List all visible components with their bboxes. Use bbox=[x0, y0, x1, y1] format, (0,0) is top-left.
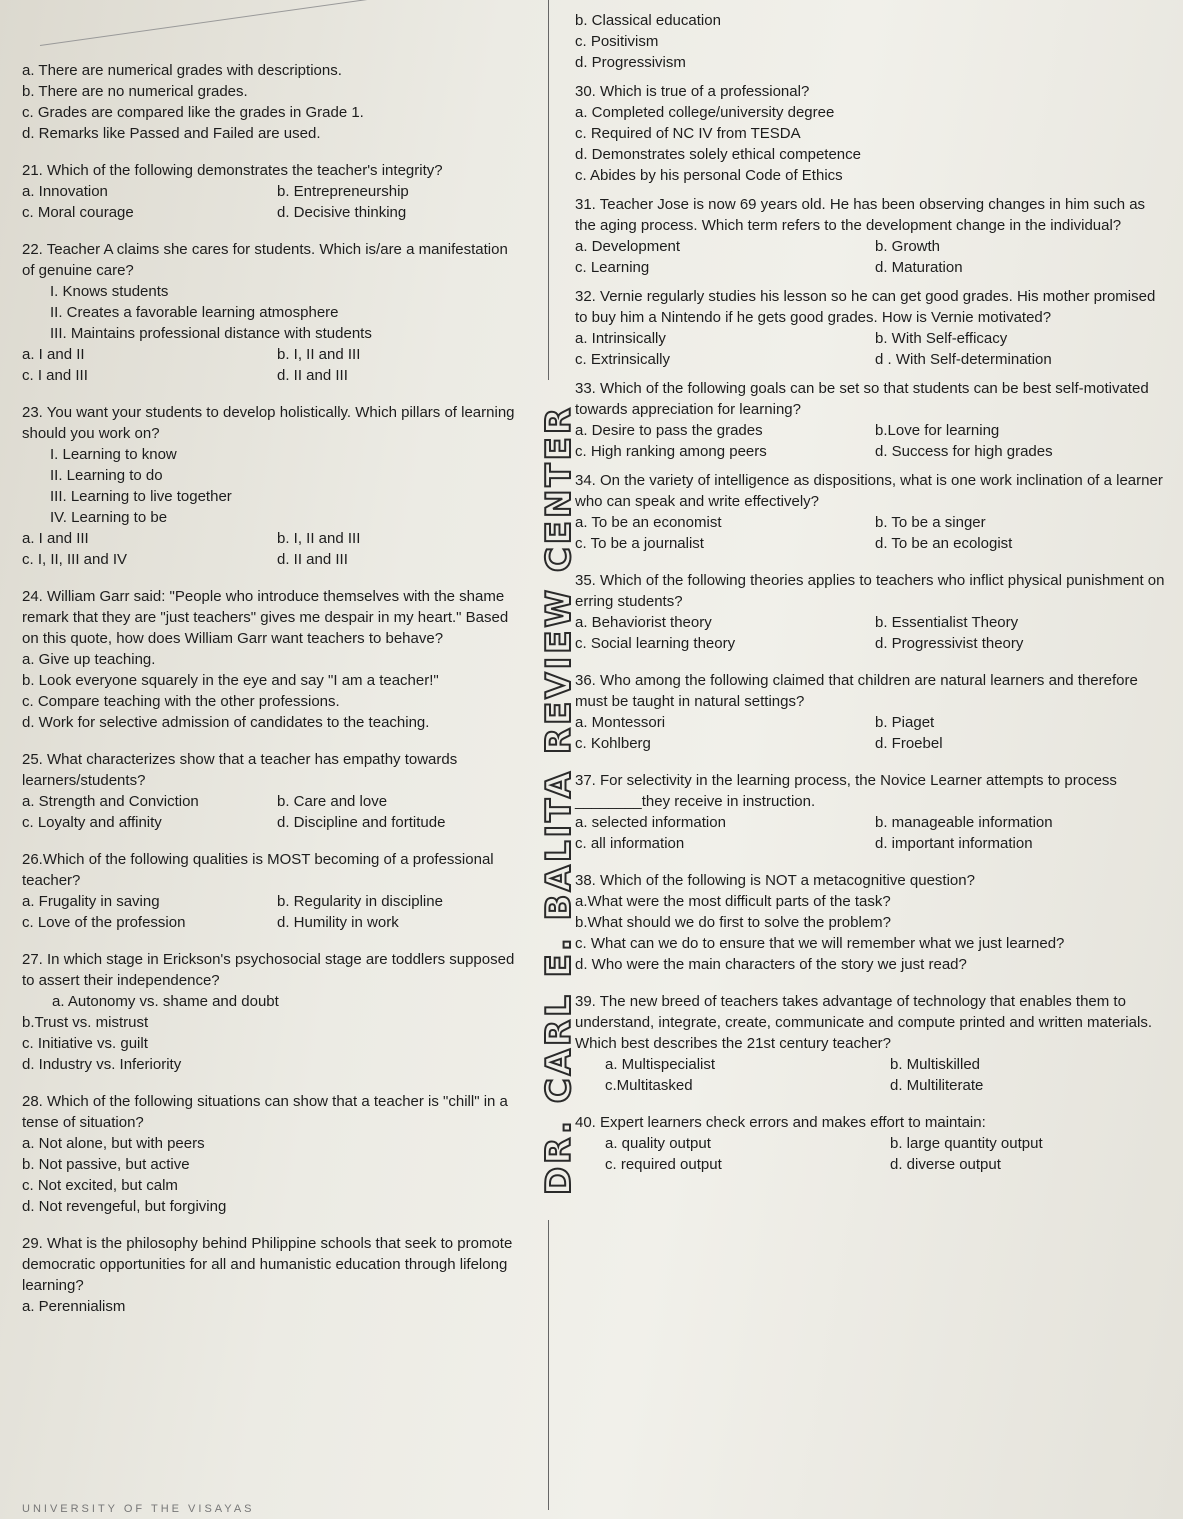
option-a: a. Development bbox=[575, 238, 681, 255]
question-22 bbox=[22, 239, 522, 386]
question-30 bbox=[575, 81, 1165, 186]
option-c: c. Compare teaching with the other professions. bbox=[22, 693, 340, 710]
question-40 bbox=[575, 1112, 1165, 1175]
question-stem: 39. The new breed of teachers takes advantage of technology that enables them to understand, integrate, create, communicate and compute printed and written materials. Which best describes the 21st century teacher? bbox=[575, 993, 1152, 1052]
option-b: b. Essentialist Theory bbox=[875, 614, 1019, 631]
option-c: c. all information bbox=[575, 835, 685, 852]
question-31 bbox=[575, 194, 1165, 278]
question-21 bbox=[22, 160, 522, 223]
question-stem: 25. What characterizes show that a teacher has empathy towards learners/students? bbox=[22, 751, 458, 789]
option-d: d. diverse output bbox=[890, 1156, 1001, 1173]
option-a: a. selected information bbox=[575, 814, 726, 831]
option-a: a. To be an economist bbox=[575, 514, 722, 531]
option-b: b. Care and love bbox=[277, 793, 388, 810]
option-b: b. Look everyone squarely in the eye and say "I am a teacher!" bbox=[22, 672, 439, 689]
question-stem: 31. Teacher Jose is now 69 years old. He has been observing changes in him such as the aging process. Which term refers to the development change in the individual? bbox=[575, 196, 1146, 234]
option-a: a. There are numerical grades with descriptions. bbox=[22, 62, 342, 79]
question-35 bbox=[575, 570, 1165, 654]
option-c: c. Learning bbox=[575, 259, 650, 276]
watermark-text: DR. CARL E. BALITA REVIEW CENTER bbox=[539, 404, 580, 1196]
option-b: b. Multiskilled bbox=[890, 1056, 981, 1073]
option-b: b. To be a singer bbox=[875, 514, 986, 531]
option-a: a. Autonomy vs. shame and doubt bbox=[52, 993, 279, 1010]
question-27 bbox=[22, 949, 522, 1075]
option-b: b. Classical education bbox=[575, 12, 721, 29]
option-c: c. Abides by his personal Code of Ethics bbox=[575, 167, 843, 184]
option-c: c. To be a journalist bbox=[575, 535, 704, 552]
question-28 bbox=[22, 1091, 522, 1217]
option-c: c. Not excited, but calm bbox=[22, 1177, 178, 1194]
option-c: c. Kohlberg bbox=[575, 735, 651, 752]
option-c: c. Extrinsically bbox=[575, 351, 671, 368]
question-stem: 35. Which of the following theories applies to teachers who inflict physical punishment on erring students? bbox=[575, 572, 1165, 610]
option-b: b. I, II and III bbox=[277, 530, 361, 547]
option-b: b. Entrepreneurship bbox=[277, 183, 409, 200]
question-34 bbox=[575, 470, 1165, 554]
column-divider bbox=[548, 1220, 549, 1510]
question-stem: 29. What is the philosophy behind Philippine schools that seek to promote democratic opportunities for all and humanistic education through lifelong learning? bbox=[22, 1235, 513, 1294]
option-c: c. Initiative vs. guilt bbox=[22, 1035, 148, 1052]
option-d: d . With Self-determination bbox=[875, 351, 1052, 368]
option-d: d. Froebel bbox=[875, 735, 943, 752]
option-a: a. Give up teaching. bbox=[22, 651, 156, 668]
option-c: c. required output bbox=[605, 1156, 722, 1173]
option-b: b.Trust vs. mistrust bbox=[22, 1014, 149, 1031]
option-d: d. Who were the main characters of the story we just read? bbox=[575, 956, 967, 973]
question-36 bbox=[575, 670, 1165, 754]
option-d: d. Humility in work bbox=[277, 914, 399, 931]
roman-item: I. Knows students bbox=[50, 283, 169, 300]
question-stem: 40. Expert learners check errors and makes effort to maintain: bbox=[575, 1114, 986, 1131]
option-d: d. Progressivism bbox=[575, 54, 686, 71]
right-column bbox=[575, 10, 1165, 1175]
left-column bbox=[22, 60, 522, 1317]
roman-item: II. Creates a favorable learning atmosphere bbox=[50, 304, 339, 321]
option-b: b. Growth bbox=[875, 238, 941, 255]
question-stem: 28. Which of the following situations can show that a teacher is "chill" in a tense of situation? bbox=[22, 1093, 508, 1131]
option-b: b. Regularity in discipline bbox=[277, 893, 443, 910]
option-d: d. Success for high grades bbox=[875, 443, 1053, 460]
option-d: d. II and III bbox=[277, 367, 348, 384]
option-c: c. Love of the profession bbox=[22, 914, 186, 931]
option-a: a. Innovation bbox=[22, 183, 108, 200]
option-c: c. Positivism bbox=[575, 33, 659, 50]
question-25 bbox=[22, 749, 522, 833]
option-a: a. Desire to pass the grades bbox=[575, 422, 763, 439]
option-c: c. What can we do to ensure that we will remember what we just learned? bbox=[575, 935, 1065, 952]
option-c: c. High ranking among peers bbox=[575, 443, 767, 460]
question-stem: 27. In which stage in Erickson's psychosocial stage are toddlers supposed to assert their independence? bbox=[22, 951, 515, 989]
option-a: a. Perennialism bbox=[22, 1298, 126, 1315]
question-33 bbox=[575, 378, 1165, 462]
option-a: a. Not alone, but with peers bbox=[22, 1135, 205, 1152]
option-a: a. Intrinsically bbox=[575, 330, 666, 347]
option-d: d. Remarks like Passed and Failed are used. bbox=[22, 125, 321, 142]
option-a: a. I and III bbox=[22, 530, 89, 547]
question-stem: 32. Vernie regularly studies his lesson so he can get good grades. His mother promised to buy him a Nintendo if he gets good grades. How is Vernie motivated? bbox=[575, 288, 1156, 326]
question-stem: 24. William Garr said: "People who introduce themselves with the shame remark that they are "just teachers" gives me despair in my heart." Based on this quote, how does William Garr want teachers to behave? bbox=[22, 588, 509, 647]
prev-question-options bbox=[22, 60, 522, 144]
roman-item: II. Learning to do bbox=[50, 467, 163, 484]
roman-item: III. Maintains professional distance with students bbox=[50, 325, 372, 342]
question-stem: 34. On the variety of intelligence as dispositions, what is one work inclination of a learner who can speak and write effectively? bbox=[575, 472, 1163, 510]
option-c: c. Social learning theory bbox=[575, 635, 736, 652]
option-b: b. Not passive, but active bbox=[22, 1156, 190, 1173]
option-a: a. Montessori bbox=[575, 714, 666, 731]
option-c: c.Multitasked bbox=[605, 1077, 693, 1094]
question-stem: 36. Who among the following claimed that children are natural learners and therefore must be taught in natural settings? bbox=[575, 672, 1138, 710]
option-d: d. To be an ecologist bbox=[875, 535, 1013, 552]
option-d: d. Progressivist theory bbox=[875, 635, 1024, 652]
option-a: a. Behaviorist theory bbox=[575, 614, 712, 631]
option-b: b. Piaget bbox=[875, 714, 935, 731]
option-d: d. Maturation bbox=[875, 259, 963, 276]
divider-line bbox=[40, 0, 515, 46]
question-38 bbox=[575, 870, 1165, 975]
option-b: b. With Self-efficacy bbox=[875, 330, 1008, 347]
option-d: d. II and III bbox=[277, 551, 348, 568]
option-c: c. Required of NC IV from TESDA bbox=[575, 125, 801, 142]
option-b: b. There are no numerical grades. bbox=[22, 83, 248, 100]
option-c: c. Loyalty and affinity bbox=[22, 814, 162, 831]
option-c: c. I, II, III and IV bbox=[22, 551, 128, 568]
option-b: b. large quantity output bbox=[890, 1135, 1043, 1152]
question-39 bbox=[575, 991, 1165, 1096]
option-a: a. Multispecialist bbox=[605, 1056, 716, 1073]
option-b: b. I, II and III bbox=[277, 346, 361, 363]
column-divider bbox=[548, 0, 549, 380]
option-d: d. Demonstrates solely ethical competence bbox=[575, 146, 861, 163]
option-a: a. Strength and Conviction bbox=[22, 793, 199, 810]
footer-text: UNIVERSITY OF THE VISAYAS bbox=[22, 1503, 255, 1515]
option-b: b.What should we do first to solve the problem? bbox=[575, 914, 891, 931]
question-stem: 23. You want your students to develop holistically. Which pillars of learning should you work on? bbox=[22, 404, 515, 442]
question-24 bbox=[22, 586, 522, 733]
option-c: c. Grades are compared like the grades in Grade 1. bbox=[22, 104, 364, 121]
option-a: a. quality output bbox=[605, 1135, 711, 1152]
option-c: c. I and III bbox=[22, 367, 88, 384]
option-d: d. Work for selective admission of candidates to the teaching. bbox=[22, 714, 430, 731]
option-c: c. Moral courage bbox=[22, 204, 134, 221]
question-26 bbox=[22, 849, 522, 933]
option-a: a. Completed college/university degree bbox=[575, 104, 835, 121]
option-d: d. Industry vs. Inferiority bbox=[22, 1056, 182, 1073]
question-32 bbox=[575, 286, 1165, 370]
roman-item: III. Learning to live together bbox=[50, 488, 232, 505]
question-37 bbox=[575, 770, 1165, 854]
question-stem: 38. Which of the following is NOT a metacognitive question? bbox=[575, 872, 975, 889]
option-d: d. Decisive thinking bbox=[277, 204, 407, 221]
question-23 bbox=[22, 402, 522, 570]
option-a: a. Frugality in saving bbox=[22, 893, 160, 910]
prev-question-options bbox=[575, 10, 1165, 73]
option-a: a. I and II bbox=[22, 346, 85, 363]
roman-item: IV. Learning to be bbox=[50, 509, 168, 526]
question-stem: 37. For selectivity in the learning process, the Novice Learner attempts to process ________they receive in instruction. bbox=[575, 772, 1117, 810]
option-d: d. important information bbox=[875, 835, 1033, 852]
question-29 bbox=[22, 1233, 522, 1317]
option-a: a.What were the most difficult parts of the task? bbox=[575, 893, 891, 910]
option-b: b. manageable information bbox=[875, 814, 1053, 831]
question-stem: 26.Which of the following qualities is MOST becoming of a professional teacher? bbox=[22, 851, 494, 889]
question-stem: 30. Which is true of a professional? bbox=[575, 83, 810, 100]
option-b: b.Love for learning bbox=[875, 422, 1000, 439]
option-d: d. Not revengeful, but forgiving bbox=[22, 1198, 227, 1215]
watermark bbox=[539, 380, 580, 1220]
roman-item: I. Learning to know bbox=[50, 446, 177, 463]
option-d: d. Multiliterate bbox=[890, 1077, 984, 1094]
question-stem: 21. Which of the following demonstrates the teacher's integrity? bbox=[22, 162, 443, 179]
question-stem: 33. Which of the following goals can be set so that students can be best self-motivated towards appreciation for learning? bbox=[575, 380, 1149, 418]
option-d: d. Discipline and fortitude bbox=[277, 814, 446, 831]
question-stem: 22. Teacher A claims she cares for students. Which is/are a manifestation of genuine care? bbox=[22, 241, 508, 279]
